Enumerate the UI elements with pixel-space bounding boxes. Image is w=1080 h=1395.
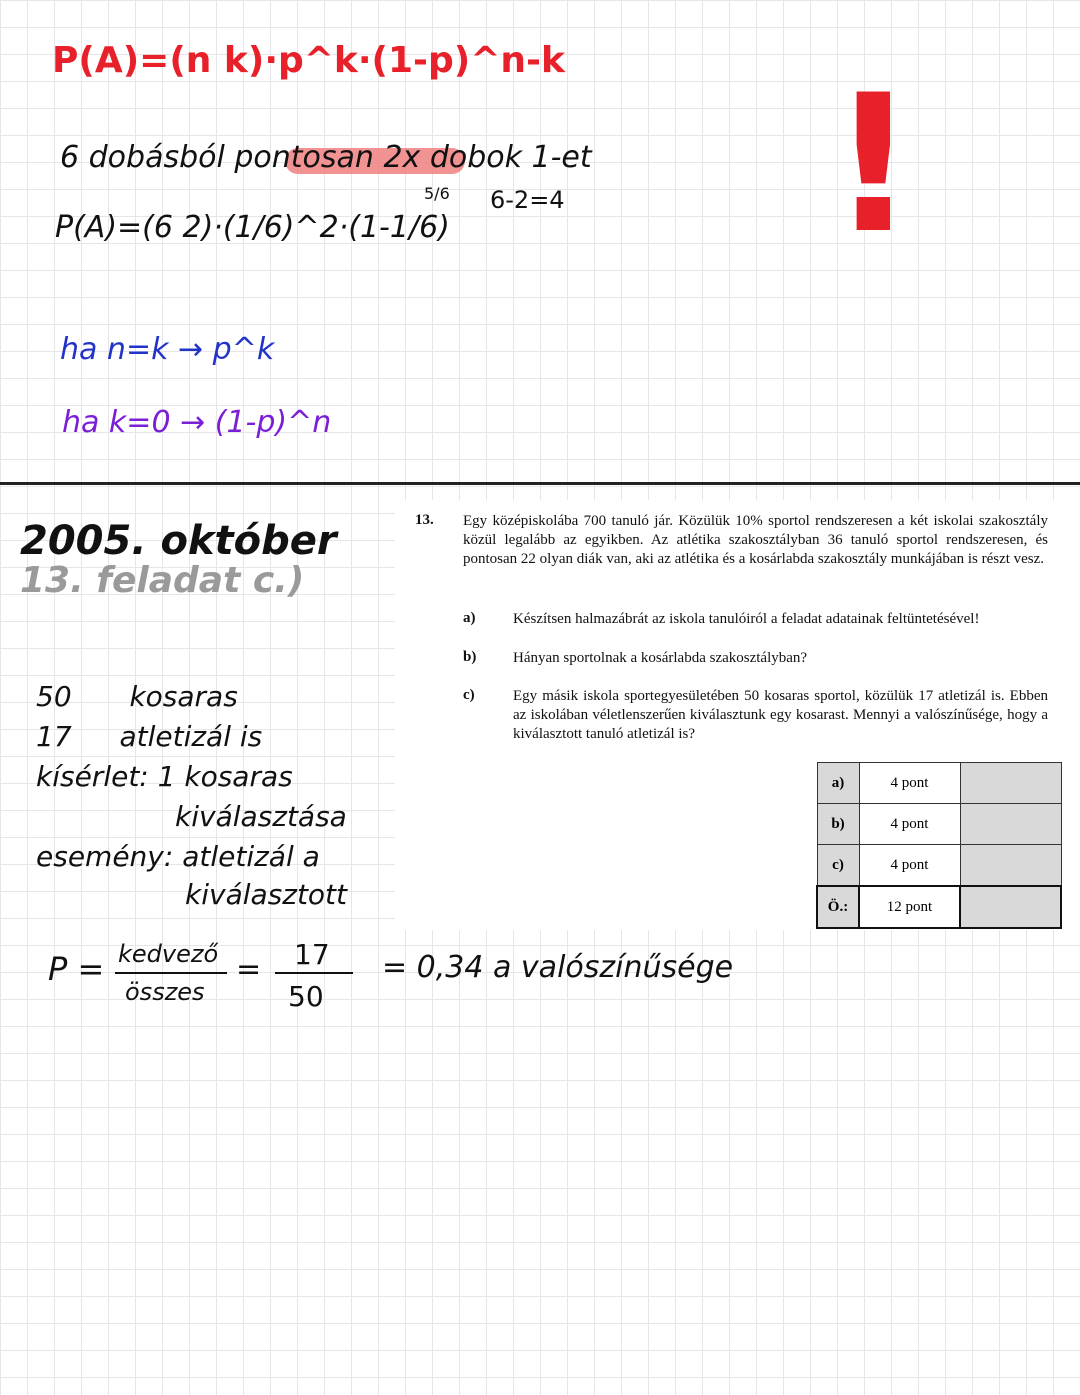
points-table	[816, 762, 1062, 929]
dice-formula: P(A)=(6 2)·(1/6)^2·(1-1/6)	[55, 210, 450, 245]
problem-number: 13.	[415, 512, 434, 528]
result-num-word: kedvező	[118, 940, 219, 968]
points-label: Ö.:	[817, 886, 859, 928]
section-divider	[0, 482, 1080, 485]
dice-sentence: 6 dobásból pontosan 2x dobok 1-et	[60, 140, 592, 175]
result-lhs: P =	[48, 950, 105, 988]
result-den-word: összes	[125, 978, 205, 1006]
section-subtitle: 13. feladat c.)	[20, 560, 305, 601]
result-den: 50	[288, 980, 324, 1013]
points-value: 4 pont	[859, 845, 960, 887]
note-line-4: kiválasztása	[175, 800, 347, 833]
points-blank-cell	[960, 886, 1061, 928]
part-b-text: Hányan sportolnak a kosárlabda szakosztályban?	[513, 650, 808, 666]
exclamation-mark: !	[830, 54, 917, 275]
problem-text: Egy középiskolába 700 tanuló jár. Közülük 10% sportol rendszeresen a két iskolai szakosztály közül legalább az egyikben. Az atlétika szakosztályban 36 tanuló sportol rendszeresen, és pontosan 22 olyan diák van, aki az atlétika és a kosárlabda szakosztály munkájában is részt vesz.	[463, 513, 1048, 567]
note-line-6: kiválasztott	[185, 878, 348, 911]
general-formula: P(A)=(n k)·p^k·(1-p)^n-k	[52, 40, 565, 81]
note-line-5: esemény: atletizál a	[36, 840, 320, 873]
result-answer: = 0,34 a valószínűsége	[382, 950, 734, 985]
case-k-equals-zero: ha k=0 → (1-p)^n	[62, 405, 332, 440]
points-label: b)	[817, 804, 859, 845]
fraction-bar-2	[275, 972, 353, 974]
part-b-label: b)	[463, 649, 477, 665]
part-c-label: c)	[463, 687, 475, 703]
points-label: c)	[817, 845, 859, 887]
result-num: 17	[294, 938, 330, 971]
points-row	[817, 763, 1061, 804]
part-a-text: Készítsen halmazábrát az iskola tanulóiról a feladat adatainak feltüntetésével!	[513, 611, 980, 627]
equals-sign: =	[236, 952, 262, 987]
dice-annot: 5/6	[424, 184, 450, 203]
points-blank-cell	[960, 763, 1061, 804]
section-title: 2005. október	[20, 518, 337, 564]
part-a-label: a)	[463, 610, 476, 626]
part-c-text: Egy másik iskola sportegyesületében 50 kosaras sportol, közülük 17 atletizál is. Ebben az iskolában véletlenszerűen kiválasztunk egy kosarast. Mennyi a valószínűsége, hogy a kiválasztott tanuló atletizál is?	[513, 688, 1048, 742]
points-row	[817, 804, 1061, 845]
points-label: a)	[817, 763, 859, 804]
points-value: 12 pont	[859, 886, 960, 928]
case-n-equals-k: ha n=k → p^k	[60, 332, 275, 367]
dice-exponent: 6-2=4	[490, 186, 565, 214]
points-value: 4 pont	[859, 804, 960, 845]
note-line-1: 50 kosaras	[36, 680, 238, 713]
points-blank-cell	[960, 845, 1061, 887]
fraction-bar-1	[115, 972, 227, 974]
points-value: 4 pont	[859, 763, 960, 804]
points-total-row	[817, 886, 1061, 928]
points-row	[817, 845, 1061, 887]
note-line-3: kísérlet: 1 kosaras	[36, 760, 293, 793]
points-blank-cell	[960, 804, 1061, 845]
note-line-2: 17 atletizál is	[36, 720, 263, 753]
